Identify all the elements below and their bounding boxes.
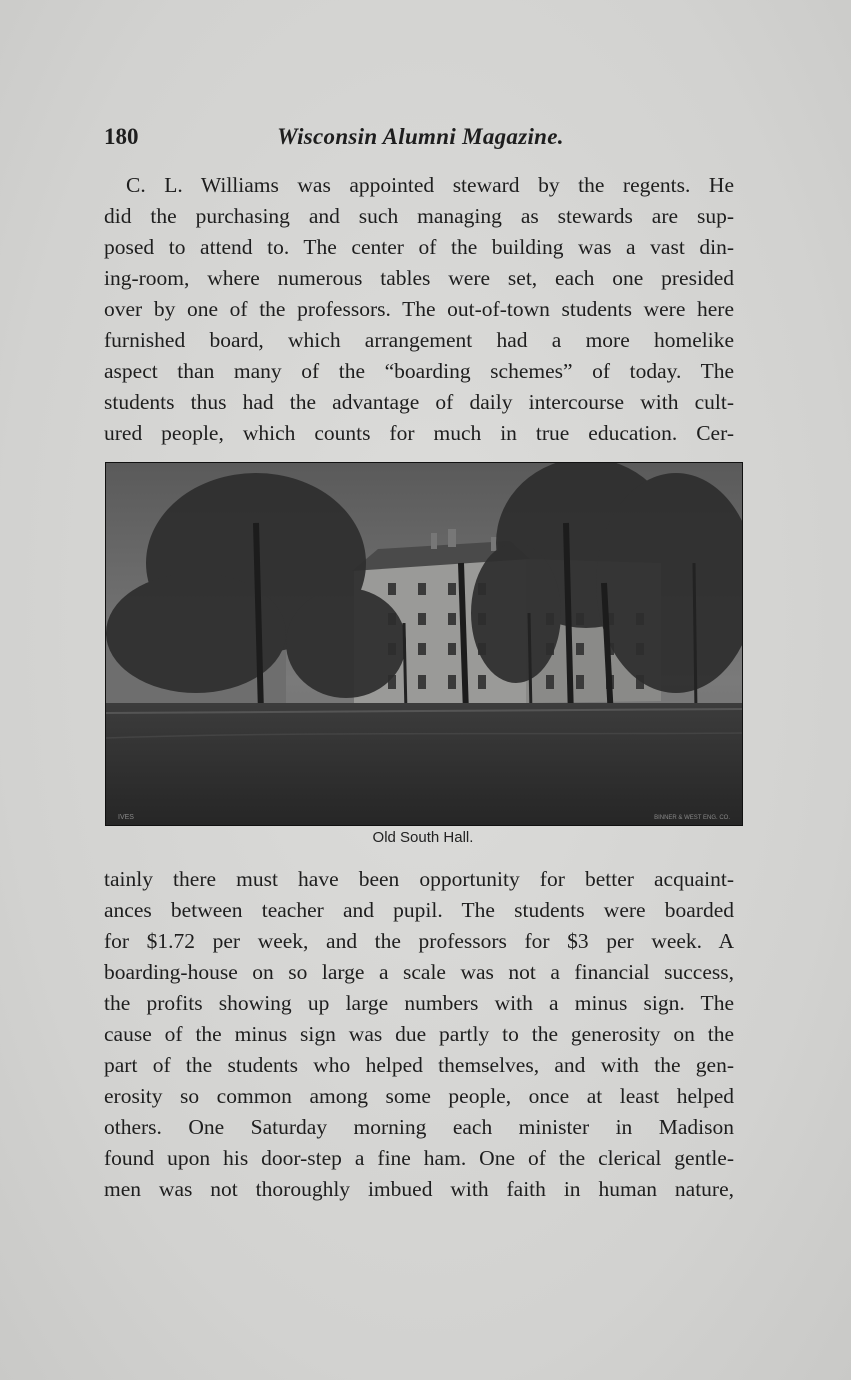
paragraph-2 bbox=[104, 864, 734, 1205]
page-header bbox=[104, 124, 737, 158]
text-line: aspect than many of the “boarding schemes” of today. The bbox=[104, 359, 734, 383]
text-line: tainly there must have been opportunity for better acquaint- bbox=[104, 867, 734, 891]
text-line: men was not thoroughly imbued with faith in human nature, bbox=[104, 1177, 734, 1201]
text-line: ances between teacher and pupil. The students were boarded bbox=[104, 898, 734, 922]
text-line: found upon his door-step a fine ham. One of the clerical gentle- bbox=[104, 1146, 734, 1170]
text-line: part of the students who helped themselves, and with the gen- bbox=[104, 1053, 734, 1077]
paragraph-1 bbox=[104, 170, 734, 449]
engraver-mark: BINNER & WEST ENG. CO. bbox=[654, 815, 730, 821]
text-line: posed to attend to. The center of the building was a vast din- bbox=[104, 235, 734, 259]
text-line: for $1.72 per week, and the professors for $3 per week. A bbox=[104, 929, 734, 953]
text-line: students thus had the advantage of daily intercourse with cult- bbox=[104, 390, 734, 414]
text-line: ing-room, where numerous tables were set, each one presided bbox=[104, 266, 734, 290]
text-line: erosity so common among some people, once at least helped bbox=[104, 1084, 734, 1108]
text-line: did the purchasing and such managing as stewards are sup- bbox=[104, 204, 734, 228]
figure-caption: Old South Hall. bbox=[372, 829, 474, 846]
text-line: C. L. Williams was appointed steward by the regents. He bbox=[126, 173, 734, 197]
text-line: others. One Saturday morning each minister in Madison bbox=[104, 1115, 734, 1139]
old-south-hall-photograph bbox=[105, 462, 743, 826]
text-line: cause of the minus sign was due partly to the generosity on the bbox=[104, 1022, 734, 1046]
text-line: ured people, which counts for much in true education. Cer- bbox=[104, 421, 734, 445]
running-title: Wisconsin Alumni Magazine. bbox=[277, 124, 564, 149]
text-line: boarding-house on so large a scale was not a financial success, bbox=[104, 960, 734, 984]
text-line: furnished board, which arrangement had a more homelike bbox=[104, 328, 734, 352]
text-line: the profits showing up large numbers with a minus sign. The bbox=[104, 991, 734, 1015]
text-line: over by one of the professors. The out-of-town students were here bbox=[104, 297, 734, 321]
photographer-mark: IVES bbox=[118, 814, 134, 821]
page-number: 180 bbox=[104, 124, 139, 149]
